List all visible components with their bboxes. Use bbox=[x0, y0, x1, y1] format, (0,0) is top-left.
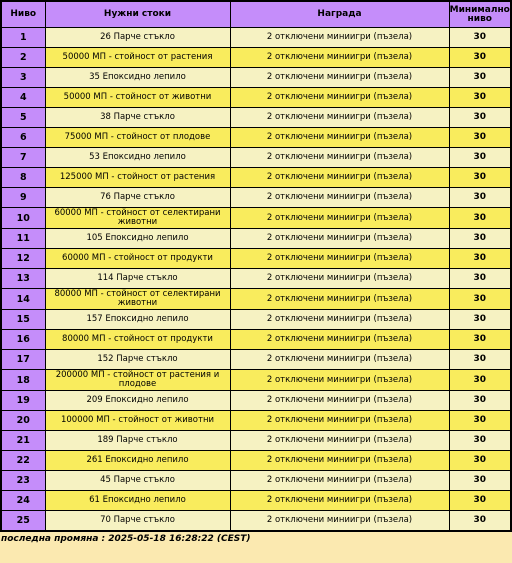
row-min-level: 30 bbox=[449, 330, 511, 350]
table-row bbox=[1, 391, 511, 411]
table-header-row bbox=[1, 1, 511, 28]
row-level: 25 bbox=[1, 511, 45, 532]
row-level: 12 bbox=[1, 249, 45, 269]
row-level: 22 bbox=[1, 451, 45, 471]
table-row bbox=[1, 68, 511, 88]
row-needed-goods: 189 Парче стъкло bbox=[45, 431, 230, 451]
row-min-level: 30 bbox=[449, 249, 511, 269]
row-reward: 2 отключени миниигри (пъзела) bbox=[230, 68, 449, 88]
table-row bbox=[1, 168, 511, 188]
row-reward: 2 отключени миниигри (пъзела) bbox=[230, 511, 449, 532]
row-reward: 2 отключени миниигри (пъзела) bbox=[230, 411, 449, 431]
row-reward: 2 отключени миниигри (пъзела) bbox=[230, 491, 449, 511]
table-row bbox=[1, 208, 511, 229]
row-level: 8 bbox=[1, 168, 45, 188]
row-min-level: 30 bbox=[449, 28, 511, 48]
row-reward: 2 отключени миниигри (пъзела) bbox=[230, 249, 449, 269]
table-row bbox=[1, 310, 511, 330]
row-needed-goods: 157 Епоксидно лепило bbox=[45, 310, 230, 330]
row-level: 15 bbox=[1, 310, 45, 330]
row-reward: 2 отключени миниигри (пъзела) bbox=[230, 128, 449, 148]
row-needed-goods: 200000 МП - стойност от растения и плодове bbox=[45, 370, 230, 391]
row-needed-goods: 50000 МП - стойност от животни bbox=[45, 88, 230, 108]
row-level: 1 bbox=[1, 28, 45, 48]
table-row bbox=[1, 289, 511, 310]
table-row bbox=[1, 491, 511, 511]
row-needed-goods: 80000 МП - стойност от продукти bbox=[45, 330, 230, 350]
row-reward: 2 отключени миниигри (пъзела) bbox=[230, 310, 449, 330]
row-level: 19 bbox=[1, 391, 45, 411]
table-row bbox=[1, 249, 511, 269]
table-row bbox=[1, 28, 511, 48]
header-min-level: Минимално ниво bbox=[449, 1, 511, 28]
table-row bbox=[1, 48, 511, 68]
row-level: 21 bbox=[1, 431, 45, 451]
row-needed-goods: 38 Парче стъкло bbox=[45, 108, 230, 128]
row-needed-goods: 26 Парче стъкло bbox=[45, 28, 230, 48]
row-needed-goods: 60000 МП - стойност от продукти bbox=[45, 249, 230, 269]
row-needed-goods: 60000 МП - стойност от селектирани животни bbox=[45, 208, 230, 229]
row-level: 11 bbox=[1, 229, 45, 249]
table-row bbox=[1, 370, 511, 391]
row-reward: 2 отключени миниигри (пъзела) bbox=[230, 269, 449, 289]
row-min-level: 30 bbox=[449, 188, 511, 208]
row-min-level: 30 bbox=[449, 451, 511, 471]
row-level: 24 bbox=[1, 491, 45, 511]
table-row bbox=[1, 148, 511, 168]
row-min-level: 30 bbox=[449, 310, 511, 330]
row-reward: 2 отключени миниигри (пъзела) bbox=[230, 188, 449, 208]
row-needed-goods: 75000 МП - стойност от плодове bbox=[45, 128, 230, 148]
row-min-level: 30 bbox=[449, 208, 511, 229]
row-min-level: 30 bbox=[449, 370, 511, 391]
table-row bbox=[1, 451, 511, 471]
table-row bbox=[1, 350, 511, 370]
row-reward: 2 отключени миниигри (пъзела) bbox=[230, 208, 449, 229]
row-level: 2 bbox=[1, 48, 45, 68]
row-needed-goods: 53 Епоксидно лепило bbox=[45, 148, 230, 168]
row-needed-goods: 100000 МП - стойност от животни bbox=[45, 411, 230, 431]
row-reward: 2 отключени миниигри (пъзела) bbox=[230, 471, 449, 491]
table-body bbox=[1, 28, 511, 532]
row-needed-goods: 50000 МП - стойност от растения bbox=[45, 48, 230, 68]
row-needed-goods: 125000 МП - стойност от растения bbox=[45, 168, 230, 188]
row-reward: 2 отключени миниигри (пъзела) bbox=[230, 88, 449, 108]
row-min-level: 30 bbox=[449, 88, 511, 108]
table-row bbox=[1, 330, 511, 350]
row-min-level: 30 bbox=[449, 128, 511, 148]
table-row bbox=[1, 188, 511, 208]
row-needed-goods: 35 Епоксидно лепило bbox=[45, 68, 230, 88]
row-min-level: 30 bbox=[449, 229, 511, 249]
table-row bbox=[1, 471, 511, 491]
row-reward: 2 отключени миниигри (пъзела) bbox=[230, 148, 449, 168]
row-reward: 2 отключени миниигри (пъзела) bbox=[230, 330, 449, 350]
row-needed-goods: 105 Епоксидно лепило bbox=[45, 229, 230, 249]
row-min-level: 30 bbox=[449, 350, 511, 370]
table-row bbox=[1, 88, 511, 108]
row-level: 9 bbox=[1, 188, 45, 208]
row-needed-goods: 70 Парче стъкло bbox=[45, 511, 230, 532]
row-level: 20 bbox=[1, 411, 45, 431]
row-min-level: 30 bbox=[449, 491, 511, 511]
row-reward: 2 отключени миниигри (пъзела) bbox=[230, 289, 449, 310]
row-level: 7 bbox=[1, 148, 45, 168]
last-modified: последна промяна : 2025-05-18 16:28:22 (CEST) bbox=[1, 534, 251, 544]
row-min-level: 30 bbox=[449, 391, 511, 411]
row-reward: 2 отключени миниигри (пъзела) bbox=[230, 229, 449, 249]
header-reward: Награда bbox=[230, 1, 449, 28]
row-needed-goods: 61 Епоксидно лепило bbox=[45, 491, 230, 511]
row-level: 13 bbox=[1, 269, 45, 289]
table-row bbox=[1, 511, 511, 532]
row-level: 16 bbox=[1, 330, 45, 350]
row-reward: 2 отключени миниигри (пъзела) bbox=[230, 370, 449, 391]
row-needed-goods: 76 Парче стъкло bbox=[45, 188, 230, 208]
row-level: 23 bbox=[1, 471, 45, 491]
row-level: 14 bbox=[1, 289, 45, 310]
row-reward: 2 отключени миниигри (пъзела) bbox=[230, 28, 449, 48]
row-reward: 2 отключени миниигри (пъзела) bbox=[230, 391, 449, 411]
table-row bbox=[1, 269, 511, 289]
row-min-level: 30 bbox=[449, 68, 511, 88]
row-min-level: 30 bbox=[449, 511, 511, 532]
row-reward: 2 отключени миниигри (пъзела) bbox=[230, 168, 449, 188]
row-level: 5 bbox=[1, 108, 45, 128]
row-reward: 2 отключени миниигри (пъзела) bbox=[230, 108, 449, 128]
row-level: 6 bbox=[1, 128, 45, 148]
table-row bbox=[1, 411, 511, 431]
table-row bbox=[1, 229, 511, 249]
row-needed-goods: 261 Епоксидно лепило bbox=[45, 451, 230, 471]
row-min-level: 30 bbox=[449, 168, 511, 188]
row-min-level: 30 bbox=[449, 411, 511, 431]
table-row bbox=[1, 128, 511, 148]
header-level: Ниво bbox=[1, 1, 45, 28]
row-reward: 2 отключени миниигри (пъзела) bbox=[230, 451, 449, 471]
row-min-level: 30 bbox=[449, 108, 511, 128]
row-level: 10 bbox=[1, 208, 45, 229]
row-min-level: 30 bbox=[449, 471, 511, 491]
row-needed-goods: 209 Епоксидно лепило bbox=[45, 391, 230, 411]
row-level: 4 bbox=[1, 88, 45, 108]
row-needed-goods: 114 Парче стъкло bbox=[45, 269, 230, 289]
row-needed-goods: 45 Парче стъкло bbox=[45, 471, 230, 491]
row-needed-goods: 152 Парче стъкло bbox=[45, 350, 230, 370]
row-reward: 2 отключени миниигри (пъзела) bbox=[230, 350, 449, 370]
row-needed-goods: 80000 МП - стойност от селектирани животни bbox=[45, 289, 230, 310]
row-reward: 2 отключени миниигри (пъзела) bbox=[230, 48, 449, 68]
row-level: 17 bbox=[1, 350, 45, 370]
row-min-level: 30 bbox=[449, 48, 511, 68]
row-min-level: 30 bbox=[449, 269, 511, 289]
table-row bbox=[1, 431, 511, 451]
row-level: 18 bbox=[1, 370, 45, 391]
row-level: 3 bbox=[1, 68, 45, 88]
table-row bbox=[1, 108, 511, 128]
header-needed-goods: Нужни стоки bbox=[45, 1, 230, 28]
row-min-level: 30 bbox=[449, 431, 511, 451]
row-min-level: 30 bbox=[449, 289, 511, 310]
row-reward: 2 отключени миниигри (пъзела) bbox=[230, 431, 449, 451]
row-min-level: 30 bbox=[449, 148, 511, 168]
